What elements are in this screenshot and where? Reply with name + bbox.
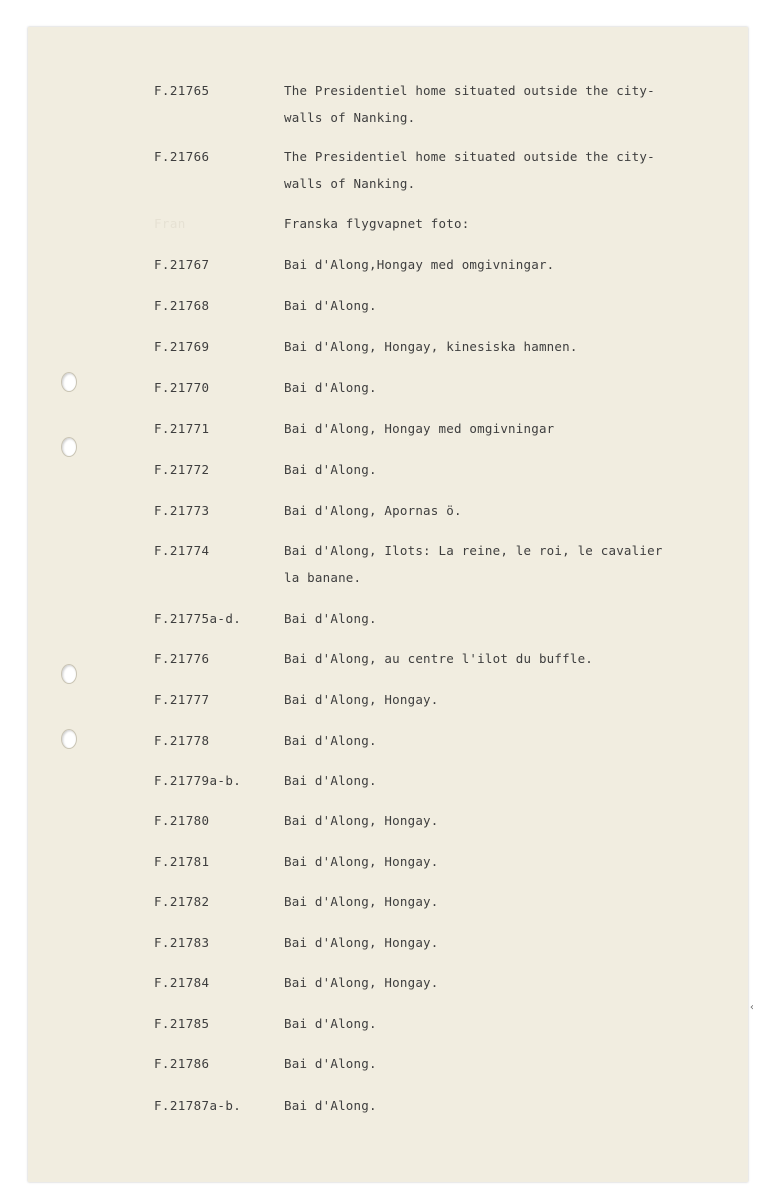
entry-description <box>284 210 714 237</box>
entry-code: F.21765 <box>154 83 210 98</box>
description-line: walls of Nanking. <box>284 110 416 125</box>
entry-description <box>284 292 714 319</box>
entry-code: F.21778 <box>154 733 210 748</box>
entry-code: F.21768 <box>154 298 210 313</box>
description-line: The Presidentiel home situated outside the city- <box>284 83 655 98</box>
description-line: Bai d'Along, Hongay. <box>284 975 439 990</box>
margin-mark: ‹ <box>749 1002 756 1013</box>
entry-description <box>284 645 714 672</box>
entry-code: F.21784 <box>154 975 210 990</box>
description-line: Bai d'Along. <box>284 462 377 477</box>
entry-code: F.21772 <box>154 462 210 477</box>
punch-hole <box>61 437 77 457</box>
punch-hole <box>61 372 77 392</box>
entry-code: F.21787a-b. <box>154 1098 242 1113</box>
entry-code: F.21777 <box>154 692 210 707</box>
entry-code: F.21766 <box>154 149 210 164</box>
entry-code: F.21782 <box>154 894 210 909</box>
description-line: Bai d'Along, Hongay. <box>284 935 439 950</box>
entry-description <box>284 1050 714 1077</box>
description-line: Bai d'Along. <box>284 733 377 748</box>
description-line: Bai d'Along. <box>284 1056 377 1071</box>
entry-code: F.21783 <box>154 935 210 950</box>
entry-code: F.21767 <box>154 257 210 272</box>
description-line: Bai d'Along, Hongay. <box>284 692 439 707</box>
entry-description <box>284 807 714 834</box>
document-page <box>28 27 756 1182</box>
entry-code: Fran <box>154 216 186 231</box>
description-line: The Presidentiel home situated outside the city- <box>284 149 655 164</box>
entry-description <box>284 888 714 915</box>
entry-description <box>284 1092 714 1119</box>
entry-description <box>284 605 714 632</box>
description-line: walls of Nanking. <box>284 176 416 191</box>
entry-code: F.21774 <box>154 543 210 558</box>
entry-description <box>284 1010 714 1037</box>
description-line: Bai d'Along. <box>284 611 377 626</box>
description-line: Bai d'Along, au centre l'ilot du buffle. <box>284 651 594 666</box>
punch-hole <box>61 729 77 749</box>
entry-description <box>284 333 714 360</box>
description-line: Bai d'Along, Ilots: La reine, le roi, le cavalier <box>284 543 663 558</box>
entry-code: F.21769 <box>154 339 210 354</box>
entry-description <box>284 686 714 713</box>
entry-description <box>284 415 714 442</box>
entry-code: F.21779a-b. <box>154 773 242 788</box>
entry-description <box>284 727 714 754</box>
entry-description <box>284 848 714 875</box>
entry-description <box>284 497 714 524</box>
entry-description <box>284 251 714 278</box>
description-line: Bai d'Along, Apornas ö. <box>284 503 462 518</box>
description-line: Bai d'Along, Hongay, kinesiska hamnen. <box>284 339 578 354</box>
description-line: Bai d'Along. <box>284 773 377 788</box>
description-line: Bai d'Along. <box>284 298 377 313</box>
entry-code: F.21771 <box>154 421 210 436</box>
description-line: Bai d'Along. <box>284 1016 377 1031</box>
description-line: Bai d'Along. <box>284 380 377 395</box>
entry-code: F.21780 <box>154 813 210 828</box>
description-line: Bai d'Along, Hongay med omgivningar <box>284 421 555 436</box>
entry-code: F.21786 <box>154 1056 210 1071</box>
entry-description <box>284 969 714 996</box>
description-line: Bai d'Along, Hongay. <box>284 854 439 869</box>
entry-code: F.21785 <box>154 1016 210 1031</box>
entry-code: F.21770 <box>154 380 210 395</box>
entry-description <box>284 537 714 591</box>
entry-description <box>284 456 714 483</box>
entry-description <box>284 77 714 131</box>
entry-code: F.21775a-d. <box>154 611 242 626</box>
entry-description <box>284 143 714 197</box>
punch-hole <box>61 664 77 684</box>
description-line: Bai d'Along,Hongay med omgivningar. <box>284 257 555 272</box>
description-line: la banane. <box>284 570 362 585</box>
description-line: Bai d'Along, Hongay. <box>284 894 439 909</box>
entry-description <box>284 929 714 956</box>
entry-description <box>284 767 714 794</box>
entry-code: F.21776 <box>154 651 210 666</box>
entry-code: F.21773 <box>154 503 210 518</box>
entry-description <box>284 374 714 401</box>
description-line: Franska flygvapnet foto: <box>284 216 470 231</box>
entry-code: F.21781 <box>154 854 210 869</box>
description-line: Bai d'Along. <box>284 1098 377 1113</box>
description-line: Bai d'Along, Hongay. <box>284 813 439 828</box>
